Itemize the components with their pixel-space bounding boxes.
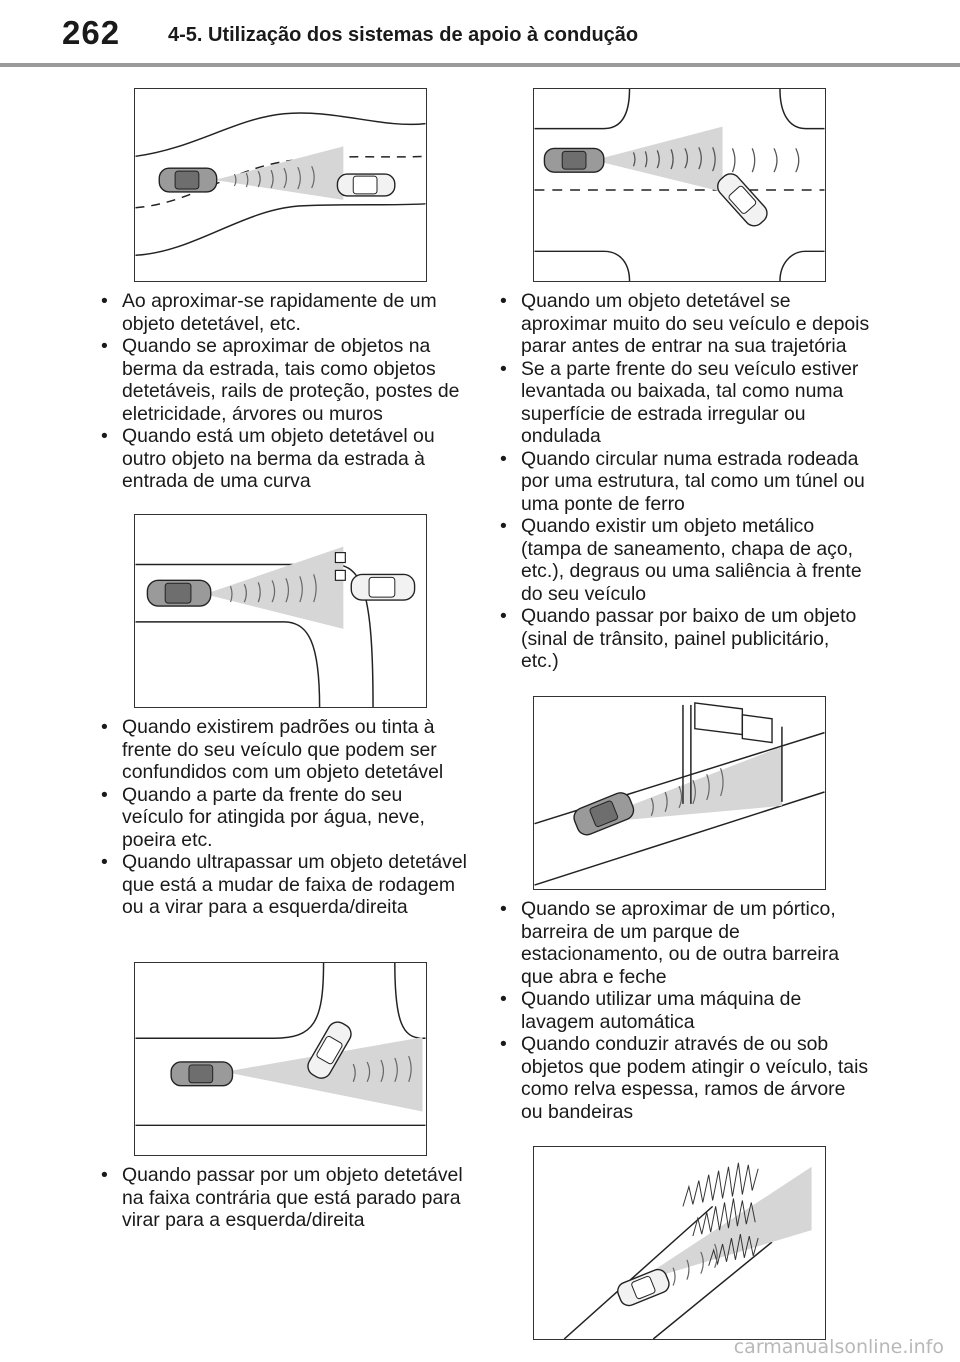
illustration-winding-road [134, 88, 427, 282]
list-item: • Quando se aproximar de objetos na berma da estrada, tais como objetos detetáveis, rails de proteção, postes de eletricidade, árvores ou muros [92, 335, 467, 425]
list-item: • Quando a parte da frente do seu veículo for atingida por água, neve, poeira etc. [92, 784, 467, 852]
bullet-list-left-2 [92, 716, 467, 919]
list-item: • Quando circular numa estrada rodeada por uma estrutura, tal como um túnel ou uma ponte de ferro [491, 448, 871, 516]
list-item: • Quando está um objeto detetável ou outro objeto na berma da estrada à entrada de uma curva [92, 425, 467, 493]
header-rule [0, 63, 960, 67]
bullet-list-left-3 [92, 1164, 467, 1232]
list-item: • Se a parte frente do seu veículo estiver levantada ou baixada, tal como numa superfície de estrada irregular ou ondulada [491, 358, 871, 448]
illustration-intersection-crossing [533, 88, 826, 282]
bullet-list-right-2 [491, 898, 871, 1123]
list-item: • Quando um objeto detetável se aproximar muito do seu veículo e depois parar antes de entrar na sua trajetória [491, 290, 871, 358]
illustration-turning-vehicle [134, 962, 427, 1156]
list-item: • Quando utilizar uma máquina de lavagem automática [491, 988, 871, 1033]
bullet-list-left-1 [92, 290, 467, 493]
list-item: • Quando existirem padrões ou tinta à frente do seu veículo que podem ser confundidos com um objeto detetável [92, 716, 467, 784]
list-item: • Quando se aproximar de um pórtico, barreira de um parque de estacionamento, ou de outra barreira que abra e feche [491, 898, 871, 988]
list-item: • Quando passar por um objeto detetável na faixa contrária que está parado para virar para a esquerda/direita [92, 1164, 467, 1232]
list-item: • Quando passar por baixo de um objeto (sinal de trânsito, painel publicitário, etc.) [491, 605, 871, 673]
list-item: • Quando ultrapassar um objeto detetável que está a mudar de faixa de rodagem ou a virar para a esquerda/direita [92, 851, 467, 919]
list-item: • Ao aproximar-se rapidamente de um objeto detetável, etc. [92, 290, 467, 335]
watermark: carmanualsonline.info [733, 1336, 944, 1358]
list-item: • Quando conduzir através de ou sob objetos que podem atingir o veículo, tais como relva espessa, ramos de árvore ou bandeiras [491, 1033, 871, 1123]
illustration-vegetation [533, 1146, 826, 1340]
illustration-curve-roadside-object [134, 514, 427, 708]
bullet-list-right-1 [491, 290, 871, 673]
list-item: • Quando existir um objeto metálico (tampa de saneamento, chapa de aço, etc.), degraus ou uma saliência à frente do seu veículo [491, 515, 871, 605]
section-title: 4-5. Utilização dos sistemas de apoio à condução [168, 24, 639, 46]
illustration-overhead-sign [533, 696, 826, 890]
page-number: 262 [62, 14, 121, 51]
